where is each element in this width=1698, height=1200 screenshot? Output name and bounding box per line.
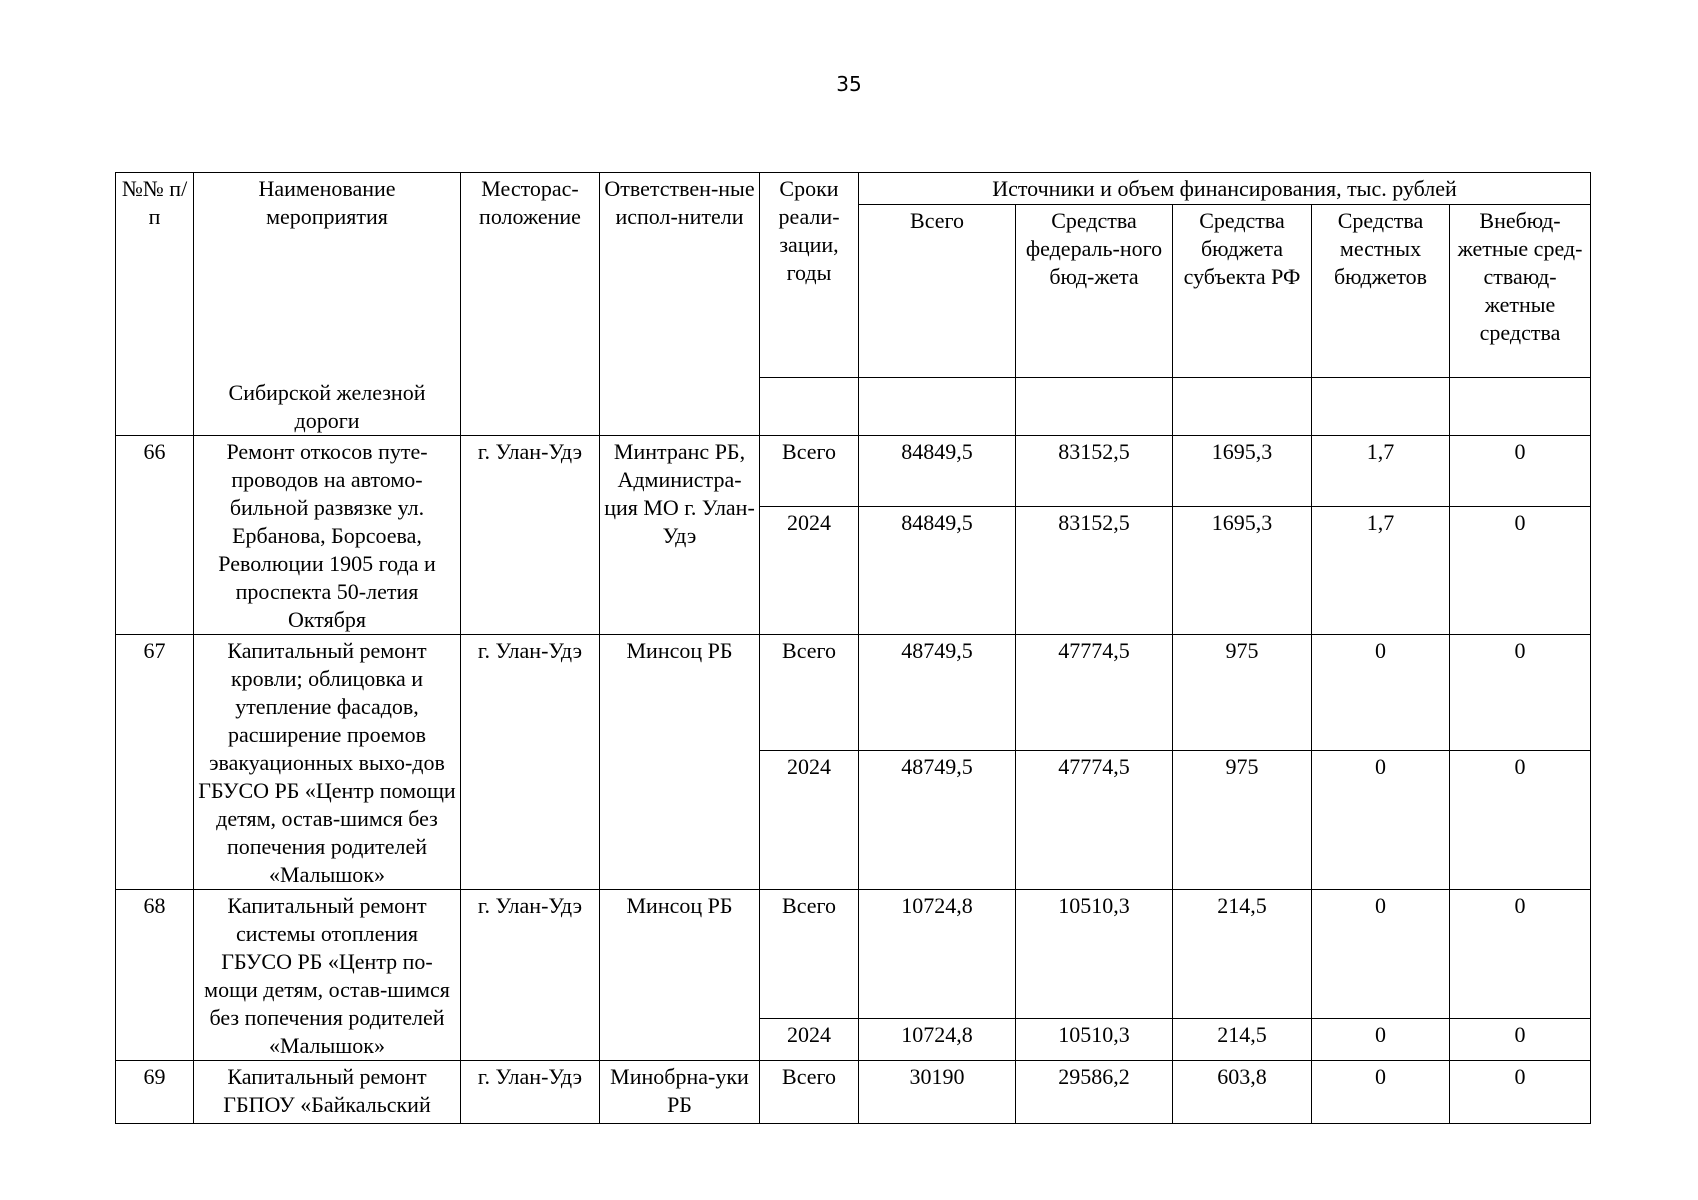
row-name: Ремонт откосов путе-проводов на автомо-бильной развязке ул. Ербанова, Борсоева, Революции 1905 года и проспекта 50-летия Октября xyxy=(194,436,461,635)
header-name-label: Наименование мероприятия xyxy=(258,176,396,229)
row-total: 48749,5 xyxy=(859,751,1016,890)
row-local: 0 xyxy=(1312,1061,1450,1124)
row-federal: 29586,2 xyxy=(1016,1061,1173,1124)
blank-cell xyxy=(1312,378,1450,436)
row-num: 68 xyxy=(116,890,194,1061)
row-term: 2024 xyxy=(760,506,859,634)
financing-table xyxy=(115,172,1591,1124)
row-federal: 47774,5 xyxy=(1016,751,1173,890)
header-responsible: Ответствен-ные испол-нители xyxy=(600,173,760,436)
blank-cell xyxy=(1450,378,1591,436)
row-local: 0 xyxy=(1312,751,1450,890)
header-extra: Внебюд-жетные сред-стваюд-жетные средства xyxy=(1450,205,1591,378)
table-row xyxy=(116,635,1591,751)
row-federal: 83152,5 xyxy=(1016,436,1173,507)
row-total: 10724,8 xyxy=(859,890,1016,1019)
row-term: Всего xyxy=(760,635,859,751)
row-local: 1,7 xyxy=(1312,506,1450,634)
header-num: №№ п/п xyxy=(116,173,194,436)
row-responsible: Минобрна-уки РБ xyxy=(600,1061,760,1124)
row-name: Капитальный ремонт ГБПОУ «Байкальский xyxy=(194,1061,461,1124)
row-term: Всего xyxy=(760,890,859,1019)
row-local: 0 xyxy=(1312,635,1450,751)
header-terms: Сроки реали-зации, годы xyxy=(760,173,859,378)
row-total: 84849,5 xyxy=(859,436,1016,507)
row-extra: 0 xyxy=(1450,751,1591,890)
header-name-continued: Сибирской железной дороги xyxy=(228,380,426,433)
row-location: г. Улан-Удэ xyxy=(461,890,600,1061)
row-name: Капитальный ремонт кровли; облицовка и утепление фасадов, расширение проемов эвакуационных выхо-дов ГБУСО РБ «Центр помощи детям, остав-шимся без попечения родителей «Малышок» xyxy=(194,635,461,890)
row-term: Всего xyxy=(760,1061,859,1124)
blank-cell xyxy=(1173,378,1312,436)
table-row xyxy=(116,436,1591,507)
row-location: г. Улан-Удэ xyxy=(461,1061,600,1124)
row-subject: 214,5 xyxy=(1173,1018,1312,1060)
row-federal: 10510,3 xyxy=(1016,890,1173,1019)
header-subject: Средства бюджета субъекта РФ xyxy=(1173,205,1312,378)
row-total: 30190 xyxy=(859,1061,1016,1124)
row-total: 84849,5 xyxy=(859,506,1016,634)
row-term: Всего xyxy=(760,436,859,507)
header-federal: Средства федераль-ного бюд-жета xyxy=(1016,205,1173,378)
row-federal: 10510,3 xyxy=(1016,1018,1173,1060)
page-number: 35 xyxy=(836,72,862,96)
row-extra: 0 xyxy=(1450,506,1591,634)
row-term: 2024 xyxy=(760,751,859,890)
header-financing: Источники и объем финансирования, тыс. рублей xyxy=(859,173,1591,205)
row-num: 67 xyxy=(116,635,194,890)
row-responsible: Минсоц РБ xyxy=(600,890,760,1061)
blank-cell xyxy=(859,378,1016,436)
row-federal: 83152,5 xyxy=(1016,506,1173,634)
table-row xyxy=(116,1061,1591,1124)
header-name xyxy=(194,173,461,436)
row-local: 0 xyxy=(1312,890,1450,1019)
row-term: 2024 xyxy=(760,1018,859,1060)
header-local: Средства местных бюджетов xyxy=(1312,205,1450,378)
header-total: Всего xyxy=(859,205,1016,378)
header-location: Месторас-положение xyxy=(461,173,600,436)
row-extra: 0 xyxy=(1450,890,1591,1019)
row-extra: 0 xyxy=(1450,436,1591,507)
row-total: 48749,5 xyxy=(859,635,1016,751)
blank-cell xyxy=(1016,378,1173,436)
row-subject: 975 xyxy=(1173,751,1312,890)
row-total: 10724,8 xyxy=(859,1018,1016,1060)
header-row xyxy=(116,173,1591,205)
row-federal: 47774,5 xyxy=(1016,635,1173,751)
row-subject: 603,8 xyxy=(1173,1061,1312,1124)
row-name: Капитальный ремонт системы отопления ГБУСО РБ «Центр по-мощи детям, остав-шимся без попечения родителей «Малышок» xyxy=(194,890,461,1061)
row-extra: 0 xyxy=(1450,635,1591,751)
row-local: 1,7 xyxy=(1312,436,1450,507)
row-subject: 975 xyxy=(1173,635,1312,751)
row-location: г. Улан-Удэ xyxy=(461,635,600,890)
row-subject: 214,5 xyxy=(1173,890,1312,1019)
row-extra: 0 xyxy=(1450,1018,1591,1060)
row-responsible: Минтранс РБ, Администра-ция МО г. Улан-Удэ xyxy=(600,436,760,635)
row-num: 69 xyxy=(116,1061,194,1124)
row-subject: 1695,3 xyxy=(1173,436,1312,507)
row-location: г. Улан-Удэ xyxy=(461,436,600,635)
row-extra: 0 xyxy=(1450,1061,1591,1124)
blank-cell xyxy=(760,378,859,436)
row-responsible: Минсоц РБ xyxy=(600,635,760,890)
row-local: 0 xyxy=(1312,1018,1450,1060)
table-row xyxy=(116,890,1591,1019)
row-subject: 1695,3 xyxy=(1173,506,1312,634)
row-num: 66 xyxy=(116,436,194,635)
